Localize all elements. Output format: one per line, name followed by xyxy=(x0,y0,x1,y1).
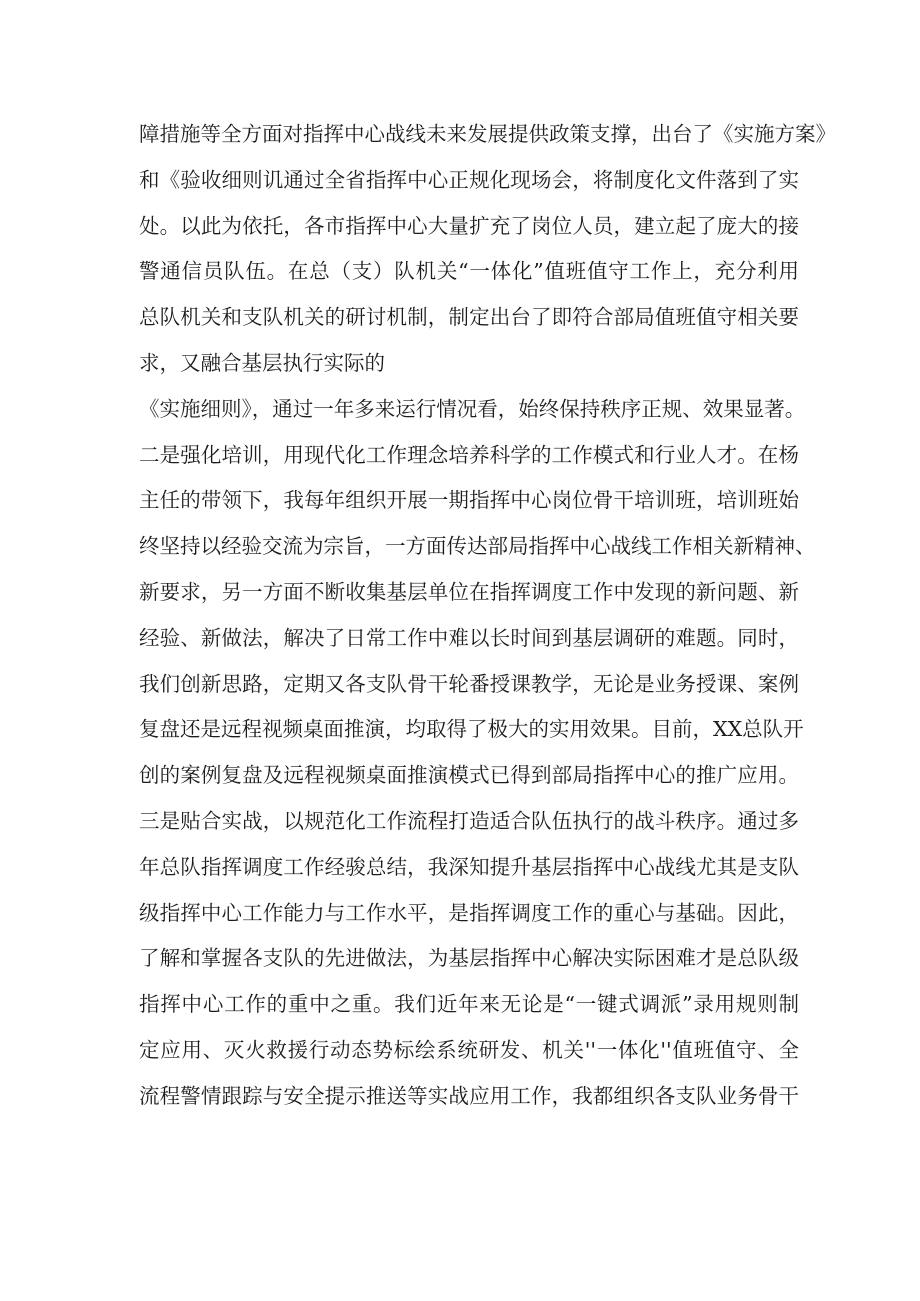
text-line: 警通信员队伍。在总（支）队机关“一体化”值班值守工作上，充分利用 xyxy=(139,259,799,284)
text-line: 主任的带领下，我每年组织开展一期指挥中心岗位骨干培训班，培训班始 xyxy=(139,488,799,513)
document-body xyxy=(139,112,836,1120)
text-line: 《实施细则》，通过一年多来运行情况看，始终保持秩序正规、效果显著。 xyxy=(139,396,806,421)
text-line: 年总队指挥调度工作经骏总结，我深知提升基层指挥中心战线尤其是支队 xyxy=(139,854,799,879)
text-line: 定应用、灭火救援行动态势标绘系统研发、机关''一体化''值班值守、全 xyxy=(139,1037,799,1062)
text-line: 了解和掌握各支队的先进做法，为基层指挥中心解决实际困难才是总队级 xyxy=(139,946,799,971)
text-line: 终坚持以经验交流为宗旨，一方面传达部局指挥中心战线工作相关新精神、 xyxy=(139,534,816,559)
text-line: 二是强化培训，用现代化工作理念培养科学的工作模式和行业人才。在杨 xyxy=(139,442,799,467)
text-line: 求，又融合基层执行实际的 xyxy=(139,350,385,375)
text-line: 总队机关和支队机关的研讨机制，制定出台了即符合部局值班值守相关要 xyxy=(139,305,799,330)
text-line: 复盘还是远程视频桌面推演，均取得了极大的实用效果。目前，XX总队开 xyxy=(139,717,804,742)
text-line: 创的案例复盘及远程视频桌面推演模式已得到部局指挥中心的推广应用。 xyxy=(139,763,799,788)
text-line: 我们创新思路，定期又各支队骨干轮番授课教学，无论是业务授课、案例 xyxy=(139,671,799,696)
text-line: 指挥中心工作的重中之重。我们近年来无论是“一键式调派”录用规则制 xyxy=(139,992,799,1017)
text-line: 级指挥中心工作能力与工作水平，是指挥调度工作的重心与基础。因此， xyxy=(139,900,799,925)
text-line: 和《验收细则讥通过全省指挥中心正规化现场会，将制度化文件落到了实 xyxy=(139,167,799,192)
text-line: 新要求，另一方面不断收集基层单位在指挥调度工作中发现的新问题、新 xyxy=(139,579,799,604)
text-line: 流程警情跟踪与安全提示推送等实战应用工作，我都组织各支队业务骨干 xyxy=(139,1083,799,1108)
text-line: 三是贴合实战，以规范化工作流程打造适合队伍执行的战斗秩序。通过多 xyxy=(139,808,799,833)
text-line: 经验、新做法，解决了日常工作中难以长时间到基层调研的难题。同时， xyxy=(139,625,799,650)
text-line: 处。以此为依托，各市指挥中心大量扩充了岗位人员，建立起了庞大的接 xyxy=(139,213,799,238)
text-line: 障措施等全方面对指挥中心战线未来发展提供政策支撑，出台了《实施方案》 xyxy=(139,122,836,146)
